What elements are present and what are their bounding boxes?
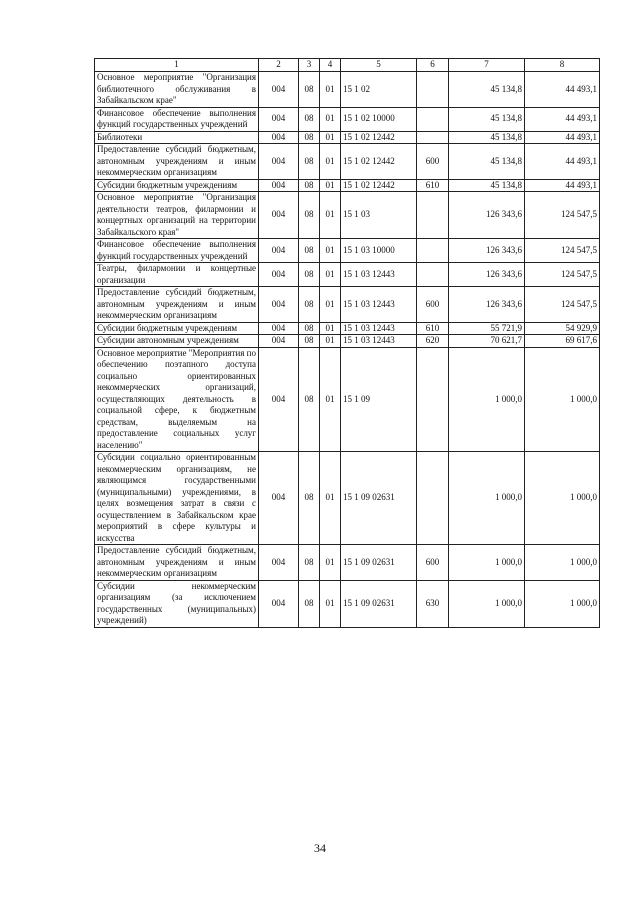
ministry-code-cell: 004: [259, 335, 299, 348]
ministry-code-cell: 004: [259, 580, 299, 627]
target-article-cell: 15 1 02: [341, 72, 417, 108]
item-name-cell: Субсидии автономным учреждениям: [95, 335, 259, 348]
amount-year2-cell: 44 493,1: [525, 72, 600, 108]
amount-year2-cell: 44 493,1: [525, 179, 600, 192]
expense-type-cell: [417, 239, 449, 263]
target-article-cell: 15 1 09 02631: [341, 545, 417, 581]
subsection-code-cell: 01: [320, 335, 341, 348]
item-name-cell: Театры, филармонии и концертные организации: [95, 263, 259, 287]
ministry-code-cell: 004: [259, 131, 299, 144]
section-code-cell: 08: [299, 452, 320, 545]
amount-year1-cell: 1 000,0: [449, 545, 525, 581]
section-code-cell: 08: [299, 192, 320, 239]
item-name-cell: Предоставление субсидий бюджетным, автономным учреждениям и иным некоммерческим организациям: [95, 545, 259, 581]
expense-type-cell: [417, 107, 449, 131]
subsection-code-cell: 01: [320, 239, 341, 263]
header-cell: 1: [95, 59, 259, 72]
expense-type-cell: 630: [417, 580, 449, 627]
amount-year2-cell: 44 493,1: [525, 131, 600, 144]
amount-year2-cell: 1 000,0: [525, 545, 600, 581]
target-article-cell: 15 1 03: [341, 192, 417, 239]
table-row: [95, 107, 600, 131]
target-article-cell: 15 1 03 12443: [341, 287, 417, 323]
table-row: [95, 239, 600, 263]
amount-year2-cell: 124 547,5: [525, 239, 600, 263]
ministry-code-cell: 004: [259, 179, 299, 192]
target-article-cell: 15 1 02 10000: [341, 107, 417, 131]
section-code-cell: 08: [299, 179, 320, 192]
section-code-cell: 08: [299, 322, 320, 335]
target-article-cell: 15 1 02 12442: [341, 144, 417, 180]
amount-year1-cell: 126 343,6: [449, 287, 525, 323]
amount-year1-cell: 45 134,8: [449, 144, 525, 180]
expense-type-cell: [417, 452, 449, 545]
amount-year1-cell: 55 721,9: [449, 322, 525, 335]
amount-year2-cell: 124 547,5: [525, 287, 600, 323]
target-article-cell: 15 1 03 12443: [341, 263, 417, 287]
table-row: [95, 72, 600, 108]
amount-year2-cell: 1 000,0: [525, 580, 600, 627]
expense-type-cell: 610: [417, 322, 449, 335]
item-name-cell: Предоставление субсидий бюджетным, автономным учреждениям и иным некоммерческим организациям: [95, 144, 259, 180]
section-code-cell: 08: [299, 239, 320, 263]
ministry-code-cell: 004: [259, 452, 299, 545]
table-row: [95, 322, 600, 335]
section-code-cell: 08: [299, 545, 320, 581]
ministry-code-cell: 004: [259, 107, 299, 131]
subsection-code-cell: 01: [320, 545, 341, 581]
amount-year1-cell: 70 621,7: [449, 335, 525, 348]
amount-year2-cell: 124 547,5: [525, 263, 600, 287]
target-article-cell: 15 1 09: [341, 347, 417, 452]
ministry-code-cell: 004: [259, 144, 299, 180]
subsection-code-cell: 01: [320, 580, 341, 627]
ministry-code-cell: 004: [259, 545, 299, 581]
expense-type-cell: [417, 72, 449, 108]
expense-type-cell: [417, 347, 449, 452]
item-name-cell: Основное мероприятие "Организация деятельности театров, филармонии и концертных организаций на территории Забайкальского края": [95, 192, 259, 239]
target-article-cell: 15 1 09 02631: [341, 580, 417, 627]
subsection-code-cell: 01: [320, 144, 341, 180]
target-article-cell: 15 1 03 12443: [341, 335, 417, 348]
expense-type-cell: [417, 131, 449, 144]
item-name-cell: Субсидии социально ориентированным некоммерческим организациям, не являющимся государственными (муниципальными) учреждениями, в целях возмещения затрат в связи с осуществлением в Забайкальском крае мероприятий в сфере культуры и искусства: [95, 452, 259, 545]
item-name-cell: Субсидии некоммерческим организациям (за исключением государственных (муниципальных) учреждений): [95, 580, 259, 627]
subsection-code-cell: 01: [320, 131, 341, 144]
subsection-code-cell: 01: [320, 347, 341, 452]
amount-year2-cell: 44 493,1: [525, 144, 600, 180]
amount-year1-cell: 126 343,6: [449, 239, 525, 263]
table-row: [95, 144, 600, 180]
table-row: [95, 192, 600, 239]
section-code-cell: 08: [299, 107, 320, 131]
header-cell: 6: [417, 59, 449, 72]
subsection-code-cell: 01: [320, 107, 341, 131]
section-code-cell: 08: [299, 580, 320, 627]
amount-year2-cell: 1 000,0: [525, 452, 600, 545]
table-row: [95, 545, 600, 581]
header-cell: 2: [259, 59, 299, 72]
budget-table: [94, 58, 600, 628]
amount-year2-cell: 54 929,9: [525, 322, 600, 335]
item-name-cell: Основное мероприятие "Мероприятия по обеспечению поэтапного доступа социально ориентированных некоммерческих организаций, осуществляющих деятельность в социальной сфере, к бюджетным средствам, выделяемым на предоставление социальных услуг населению": [95, 347, 259, 452]
item-name-cell: Библиотеки: [95, 131, 259, 144]
expense-type-cell: 600: [417, 287, 449, 323]
item-name-cell: Субсидии бюджетным учреждениям: [95, 179, 259, 192]
amount-year1-cell: 45 134,8: [449, 107, 525, 131]
item-name-cell: Предоставление субсидий бюджетным, автономным учреждениям и иным некоммерческим организациям: [95, 287, 259, 323]
header-row: [95, 59, 600, 72]
expense-type-cell: 600: [417, 545, 449, 581]
header-cell: 7: [449, 59, 525, 72]
section-code-cell: 08: [299, 144, 320, 180]
amount-year2-cell: 69 617,6: [525, 335, 600, 348]
header-cell: 4: [320, 59, 341, 72]
section-code-cell: 08: [299, 72, 320, 108]
subsection-code-cell: 01: [320, 263, 341, 287]
table-row: [95, 452, 600, 545]
header-cell: 8: [525, 59, 600, 72]
expense-type-cell: [417, 263, 449, 287]
target-article-cell: 15 1 09 02631: [341, 452, 417, 545]
ministry-code-cell: 004: [259, 263, 299, 287]
expense-type-cell: 600: [417, 144, 449, 180]
table-row: [95, 580, 600, 627]
ministry-code-cell: 004: [259, 239, 299, 263]
table-row: [95, 347, 600, 452]
target-article-cell: 15 1 03 12443: [341, 322, 417, 335]
ministry-code-cell: 004: [259, 347, 299, 452]
expense-type-cell: 620: [417, 335, 449, 348]
subsection-code-cell: 01: [320, 322, 341, 335]
subsection-code-cell: 01: [320, 452, 341, 545]
table-row: [95, 263, 600, 287]
section-code-cell: 08: [299, 347, 320, 452]
amount-year1-cell: 1 000,0: [449, 452, 525, 545]
table-row: [95, 287, 600, 323]
ministry-code-cell: 004: [259, 72, 299, 108]
section-code-cell: 08: [299, 131, 320, 144]
ministry-code-cell: 004: [259, 322, 299, 335]
amount-year1-cell: 45 134,8: [449, 179, 525, 192]
amount-year1-cell: 45 134,8: [449, 72, 525, 108]
target-article-cell: 15 1 02 12442: [341, 131, 417, 144]
amount-year2-cell: 44 493,1: [525, 107, 600, 131]
page-number: 34: [314, 841, 326, 855]
amount-year2-cell: 124 547,5: [525, 192, 600, 239]
table-row: [95, 335, 600, 348]
item-name-cell: Финансовое обеспечение выполнения функций государственных учреждений: [95, 239, 259, 263]
table-row: [95, 179, 600, 192]
ministry-code-cell: 004: [259, 287, 299, 323]
table-row: [95, 131, 600, 144]
section-code-cell: 08: [299, 335, 320, 348]
subsection-code-cell: 01: [320, 192, 341, 239]
target-article-cell: 15 1 03 10000: [341, 239, 417, 263]
subsection-code-cell: 01: [320, 287, 341, 323]
expense-type-cell: 610: [417, 179, 449, 192]
header-cell: 5: [341, 59, 417, 72]
target-article-cell: 15 1 02 12442: [341, 179, 417, 192]
expense-type-cell: [417, 192, 449, 239]
section-code-cell: 08: [299, 287, 320, 323]
amount-year1-cell: 1 000,0: [449, 347, 525, 452]
amount-year1-cell: 45 134,8: [449, 131, 525, 144]
subsection-code-cell: 01: [320, 179, 341, 192]
header-cell: 3: [299, 59, 320, 72]
subsection-code-cell: 01: [320, 72, 341, 108]
amount-year1-cell: 126 343,6: [449, 263, 525, 287]
amount-year2-cell: 1 000,0: [525, 347, 600, 452]
ministry-code-cell: 004: [259, 192, 299, 239]
item-name-cell: Основное мероприятие "Организация библиотечного обслуживания в Забайкальском крае": [95, 72, 259, 108]
item-name-cell: Субсидии бюджетным учреждениям: [95, 322, 259, 335]
amount-year1-cell: 1 000,0: [449, 580, 525, 627]
section-code-cell: 08: [299, 263, 320, 287]
amount-year1-cell: 126 343,6: [449, 192, 525, 239]
table-body: [95, 72, 600, 628]
item-name-cell: Финансовое обеспечение выполнения функций государственных учреждений: [95, 107, 259, 131]
